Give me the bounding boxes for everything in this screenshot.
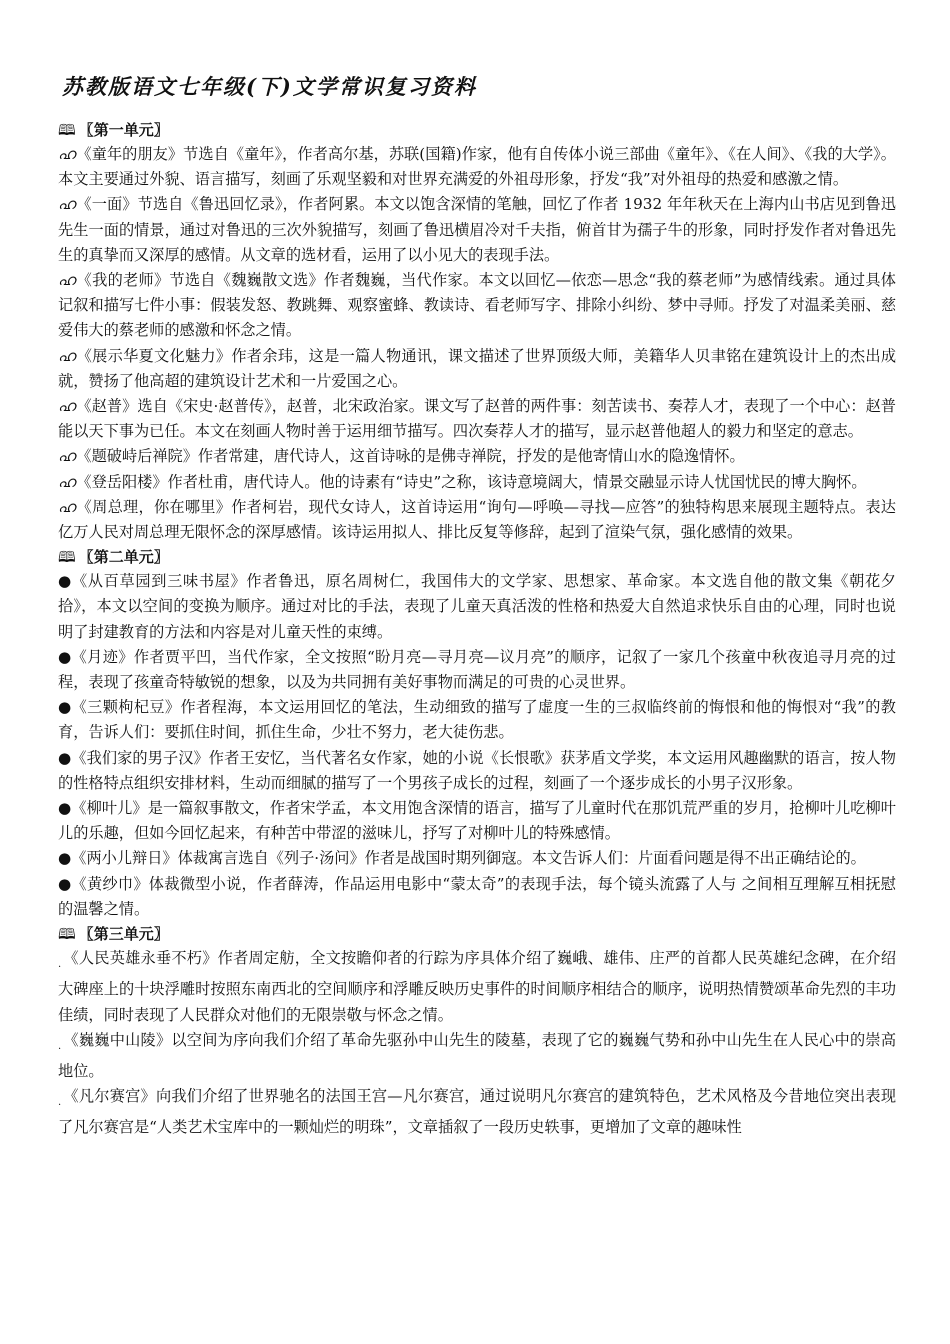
unit-heading-2: [58, 545, 896, 569]
small-dot-icon: .: [58, 959, 62, 971]
unit2-paragraph: ●《我们家的男子汉》作者王安忆，当代著名女作家，她的小说《长恨歌》获茅盾文学奖，本文运用风趣幽默的语言，按人物的性格特点组织安排材料，生动而细腻的描写了一个男孩子成长的过程，刻画了一个逐步成长的小男子汉形象。: [58, 748, 896, 792]
omega-bullet-icon: ഹ: [58, 497, 76, 516]
small-dot-icon: .: [58, 1040, 62, 1052]
bullet-dot-icon: ●: [58, 849, 72, 868]
unit2-paragraph: ●《柳叶儿》是一篇叙事散文，作者宋学孟，本文用饱含深情的语言，描写了儿童时代在那饥荒严重的岁月，抢柳叶儿吃柳叶儿的乐趣，但如今回忆起来，有种苦中带涩的滋味儿，抒写了对柳叶儿的特殊感情。: [58, 799, 896, 843]
book-icon: 🕮: [58, 548, 76, 567]
unit-heading-3: [58, 922, 896, 946]
unit-heading-1: [58, 118, 896, 142]
unit1-paragraph: ഹ《展示华夏文化魅力》作者余玮，这是一篇人物通讯，课文描述了世界顶级大师，美籍华人贝聿铭在建筑设计上的杰出成就，赞扬了他高超的建筑设计艺术和一片爱国之心。: [58, 346, 896, 390]
book-icon: 🕮: [58, 925, 76, 944]
bullet-dot-icon: ●: [58, 799, 72, 818]
omega-bullet-icon: ഹ: [58, 271, 76, 290]
unit2-paragraph: ●《从百草园到三味书屋》作者鲁迅，原名周树仁，我国伟大的文学家、思想家、革命家。本文选自他的散文集《朝花夕拾》，本文以空间的变换为顺序。通过对比的手法，表现了儿童天真活泼的性格和热爱大自然追求快乐自由的心理，同时也说明了封建教育的方法和内容是对儿童天性的束缚。: [58, 572, 896, 641]
small-dot-icon: .: [58, 1097, 62, 1109]
unit2-paragraph: ●《月迹》作者贾平凹，当代作家，全文按照“盼月亮—寻月亮—议月亮”的顺序，记叙了一家几个孩童中秋夜追寻月亮的过程，表现了孩童奇特敏锐的想象，以及为共同拥有美好事物而满足的可贵的心灵世界。: [58, 647, 896, 692]
omega-bullet-icon: ഹ: [58, 447, 76, 466]
document-page: [58, 72, 896, 1141]
unit3-paragraph: $_.$ 《巍巍中山陵》以空间为序向我们介绍了革命先驱孙中山先生的陵墓，表现了它的巍巍气势和孙中山先生在人民心中的崇高地位。: [58, 1030, 896, 1080]
bullet-dot-icon: ●: [58, 698, 72, 717]
omega-bullet-icon: ഹ: [58, 472, 76, 491]
unit1-paragraph: ഹ《题破峙后禅院》作者常建，唐代诗人，这首诗咏的是佛寺禅院，抒发的是他寄情山水的隐逸情怀。: [58, 447, 745, 466]
bullet-dot-icon: ●: [58, 874, 72, 893]
unit1-paragraph: ഹ《周总理，你在哪里》作者柯岩，现代女诗人，这首诗运用“询句—呼唤—寻找—应答”的独特构思来展现主题特点。表达亿万人民对周总理无限怀念的深厚感情。该诗运用拟人、排比反复等修辞，起到了渲染气氛，强化感情的效果。: [58, 497, 896, 542]
unit1-paragraph: ഹ《赵普》选自《宋史·赵普传》，赵普，北宋政治家。课文写了赵普的两件事：刻苦读书、奏荐人才，表现了一个中心：赵普能以天下事为已任。本文在刻画人物时善于运用细节描写。四次奏荐人才的描写，显示赵普他超人的毅力和坚定的意志。: [58, 397, 896, 441]
omega-bullet-icon: ഹ: [58, 145, 76, 163]
unit1-paragraph: ഹ《登岳阳楼》作者杜甫，唐代诗人。他的诗素有“诗史”之称，该诗意境阔大，情景交融显示诗人忧国忧民的博大胸怀。: [58, 472, 867, 491]
unit2-paragraph: ●《黄纱巾》体裁微型小说，作者薛涛，作品运用电影中“蒙太奇”的表现手法，每个镜头流露了人与 之间相互理解互相抚慰的温馨之情。: [58, 874, 896, 918]
unit3-paragraph: $_.$ 《人民英雄永垂不朽》作者周定舫，全文按瞻仰者的行踪为序具体介绍了巍峨、雄伟、庄严的首都人民英雄纪念碑，在介绍大碑座上的十块浮雕时按照东南西北的空间顺序和浮雕反映历史事件的时间顺序相结合的顺序，说明热情赞颂革命先烈的丰功佳绩，同时表现了人民群众对他们的无限崇敬与怀念之情。: [58, 949, 896, 1024]
unit1-paragraph: ഹ《一面》节选自《鲁迅回忆录》，作者阿累。本文以饱含深情的笔触，回忆了作者 1932 年年秋天在上海内山书店见到鲁迅先生一面的情景，通过对鲁迅的三次外貌描写，刻画了鲁迅横眉冷对千夫指，俯首甘为孺子牛的形象，同时抒发作者对鲁迅先生的真挚而又深厚的感情。从文章的选材看，运用了以小见大的表现手法。: [58, 195, 896, 264]
omega-bullet-icon: ഹ: [58, 397, 76, 416]
unit2-paragraph: ●《三颗枸杞豆》作者程海，本文运用回忆的笔法，生动细致的描写了虚度一生的三叔临终前的悔恨和他的悔恨对“我”的教育，告诉人们：要抓住时间，抓住生命，少壮不努力，老大徒伤悲。: [58, 698, 896, 742]
unit2-paragraph: ●《两小儿辩日》体裁寓言选自《列子·汤问》作者是战国时期列御寇。本文告诉人们：片面看问题是得不出正确结论的。: [58, 849, 866, 868]
bullet-dot-icon: ●: [58, 647, 72, 666]
unit-heading-1-label: 〖第一单元〗: [78, 121, 169, 139]
bullet-dot-icon: ●: [58, 572, 72, 591]
unit1-paragraph: ഹ《童年的朋友》节选自《童年》，作者高尔基，苏联(国籍)作家，他有自传体小说三部曲《童年》、《在人间》、《我的大学》。本文主要通过外貌、语言描写，刻画了乐观坚毅和对世界充满爱的外祖母形象，抒发“我”对外祖母的热爱和感激之情。: [58, 145, 896, 189]
omega-bullet-icon: ഹ: [58, 346, 76, 365]
unit-heading-2-label: 〖第二单元〗: [78, 548, 169, 567]
omega-bullet-icon: ഹ: [58, 195, 76, 214]
book-icon: 🕮: [58, 121, 76, 139]
bullet-dot-icon: ●: [58, 748, 72, 767]
document-title: 苏教版语文七年级(下)文学常识复习资料: [62, 74, 477, 99]
unit3-paragraph: $_.$ 《凡尔赛宫》向我们介绍了世界驰名的法国王宫—凡尔赛宫，通过说明凡尔赛宫的建筑特色，艺术风格及今昔地位突出表现了凡尔赛宫是“人类艺术宝库中的一颗灿烂的明珠”，文章插叙了一段历史轶事，更增加了文章的趣味性: [58, 1087, 896, 1137]
unit1-paragraph: ഹ《我的老师》节选自《魏巍散文选》作者魏巍，当代作家。本文以回忆—依恋—思念“我的蔡老师”为感情线索。通过具体记叙和描写七件小事：假装发怒、教跳舞、观察蜜蜂、教读诗、看老师写字、排除小纠纷、梦中寻师。抒发了对温柔美丽、慈爱伟大的蔡老师的感激和怀念之情。: [58, 271, 896, 340]
unit-heading-3-label: 〖第三单元〗: [78, 925, 169, 944]
